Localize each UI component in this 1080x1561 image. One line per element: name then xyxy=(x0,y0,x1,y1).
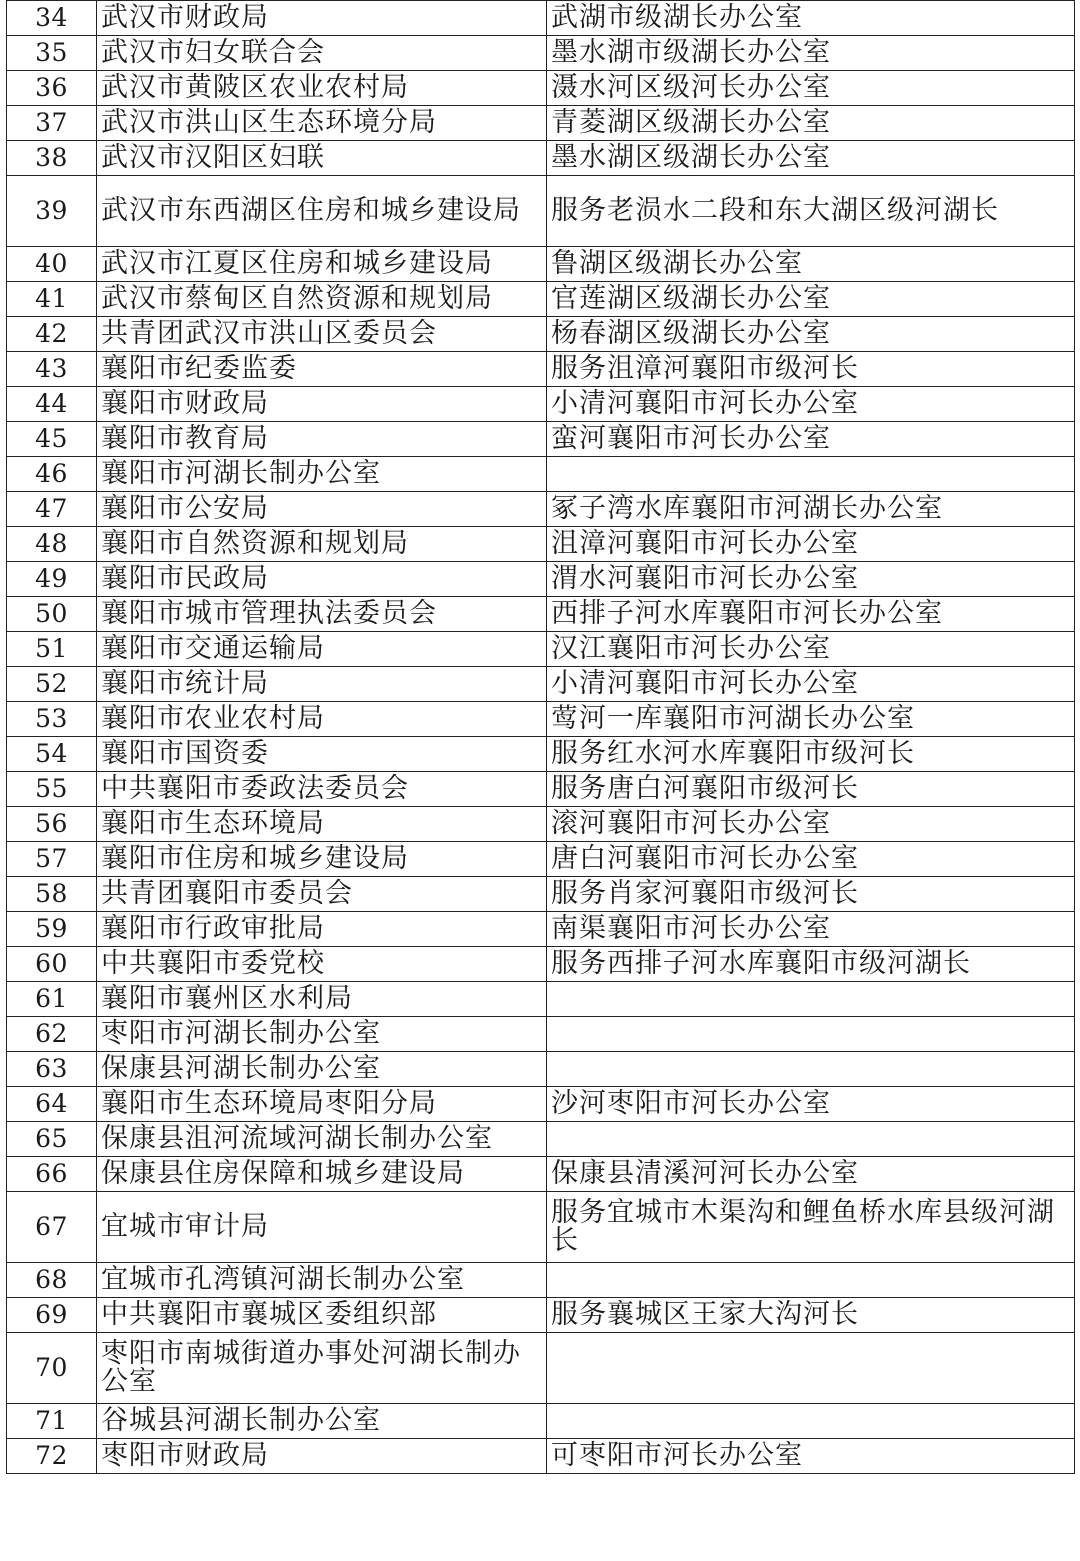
service-target-cell: 冢子湾水库襄阳市河湖长办公室 xyxy=(547,492,1075,527)
service-target-cell: 服务西排子河水库襄阳市级河湖长 xyxy=(547,947,1075,982)
row-number-cell: 37 xyxy=(7,106,97,141)
table-row xyxy=(7,1263,1075,1298)
service-target-cell: 鲁湖区级湖长办公室 xyxy=(547,247,1075,282)
organization-cell: 枣阳市南城街道办事处河湖长制办公室 xyxy=(97,1333,547,1404)
row-number-cell: 46 xyxy=(7,457,97,492)
table-row xyxy=(7,877,1075,912)
organization-cell: 襄阳市行政审批局 xyxy=(97,912,547,947)
table-row xyxy=(7,141,1075,176)
organization-cell: 中共襄阳市委党校 xyxy=(97,947,547,982)
service-target-cell xyxy=(547,1263,1075,1298)
row-number-cell: 63 xyxy=(7,1052,97,1087)
row-number-cell: 51 xyxy=(7,632,97,667)
row-number-cell: 69 xyxy=(7,1298,97,1333)
organization-cell: 襄阳市城市管理执法委员会 xyxy=(97,597,547,632)
organization-cell: 襄阳市生态环境局 xyxy=(97,807,547,842)
row-number-cell: 50 xyxy=(7,597,97,632)
service-target-cell: 服务襄城区王家大沟河长 xyxy=(547,1298,1075,1333)
organization-cell: 武汉市财政局 xyxy=(97,1,547,36)
service-target-cell: 沮漳河襄阳市河长办公室 xyxy=(547,527,1075,562)
organization-cell: 襄阳市自然资源和规划局 xyxy=(97,527,547,562)
table-row xyxy=(7,1404,1075,1439)
row-number-cell: 34 xyxy=(7,1,97,36)
service-target-cell xyxy=(547,1052,1075,1087)
table-row xyxy=(7,422,1075,457)
service-target-cell: 沙河枣阳市河长办公室 xyxy=(547,1087,1075,1122)
service-target-cell xyxy=(547,1122,1075,1157)
row-number-cell: 36 xyxy=(7,71,97,106)
table-row xyxy=(7,352,1075,387)
table-row xyxy=(7,667,1075,702)
table-row xyxy=(7,947,1075,982)
organization-cell: 保康县住房保障和城乡建设局 xyxy=(97,1157,547,1192)
service-target-cell xyxy=(547,982,1075,1017)
table-row xyxy=(7,842,1075,877)
service-target-cell: 武湖市级湖长办公室 xyxy=(547,1,1075,36)
row-number-cell: 70 xyxy=(7,1333,97,1404)
table-row xyxy=(7,1298,1075,1333)
organization-cell: 襄阳市纪委监委 xyxy=(97,352,547,387)
organization-cell: 襄阳市襄州区水利局 xyxy=(97,982,547,1017)
row-number-cell: 38 xyxy=(7,141,97,176)
table-row xyxy=(7,247,1075,282)
service-target-cell xyxy=(547,1404,1075,1439)
organization-cell: 武汉市蔡甸区自然资源和规划局 xyxy=(97,282,547,317)
service-target-cell: 西排子河水库襄阳市河长办公室 xyxy=(547,597,1075,632)
row-number-cell: 62 xyxy=(7,1017,97,1052)
organization-cell: 宜城市孔湾镇河湖长制办公室 xyxy=(97,1263,547,1298)
table-row xyxy=(7,702,1075,737)
row-number-cell: 49 xyxy=(7,562,97,597)
row-number-cell: 53 xyxy=(7,702,97,737)
service-target-cell xyxy=(547,1333,1075,1404)
row-number-cell: 65 xyxy=(7,1122,97,1157)
service-target-cell: 小清河襄阳市河长办公室 xyxy=(547,387,1075,422)
organization-cell: 宜城市审计局 xyxy=(97,1192,547,1263)
table-body xyxy=(7,1,1075,1474)
table-row xyxy=(7,597,1075,632)
organization-cell: 保康县河湖长制办公室 xyxy=(97,1052,547,1087)
row-number-cell: 57 xyxy=(7,842,97,877)
organization-cell: 襄阳市住房和城乡建设局 xyxy=(97,842,547,877)
organization-cell: 襄阳市生态环境局枣阳分局 xyxy=(97,1087,547,1122)
row-number-cell: 67 xyxy=(7,1192,97,1263)
organization-cell: 武汉市洪山区生态环境分局 xyxy=(97,106,547,141)
row-number-cell: 42 xyxy=(7,317,97,352)
table-row xyxy=(7,317,1075,352)
service-target-cell: 服务红水河水库襄阳市级河长 xyxy=(547,737,1075,772)
table-row xyxy=(7,457,1075,492)
row-number-cell: 71 xyxy=(7,1404,97,1439)
service-target-cell: 保康县清溪河河长办公室 xyxy=(547,1157,1075,1192)
table-row xyxy=(7,176,1075,247)
row-number-cell: 39 xyxy=(7,176,97,247)
row-number-cell: 61 xyxy=(7,982,97,1017)
table-row xyxy=(7,1122,1075,1157)
table-row xyxy=(7,1333,1075,1404)
row-number-cell: 44 xyxy=(7,387,97,422)
service-target-cell: 汉江襄阳市河长办公室 xyxy=(547,632,1075,667)
service-target-cell: 南渠襄阳市河长办公室 xyxy=(547,912,1075,947)
table-row xyxy=(7,492,1075,527)
service-target-cell: 杨春湖区级湖长办公室 xyxy=(547,317,1075,352)
organization-cell: 武汉市妇女联合会 xyxy=(97,36,547,71)
organization-cell: 中共襄阳市委政法委员会 xyxy=(97,772,547,807)
service-target-cell: 服务宜城市木渠沟和鲤鱼桥水库县级河湖长 xyxy=(547,1192,1075,1263)
service-target-cell: 可枣阳市河长办公室 xyxy=(547,1439,1075,1474)
row-number-cell: 48 xyxy=(7,527,97,562)
table-row xyxy=(7,71,1075,106)
table-row xyxy=(7,562,1075,597)
organization-cell: 襄阳市国资委 xyxy=(97,737,547,772)
table-row xyxy=(7,1,1075,36)
table-row xyxy=(7,1017,1075,1052)
table-row xyxy=(7,282,1075,317)
organization-cell: 武汉市江夏区住房和城乡建设局 xyxy=(97,247,547,282)
service-target-cell: 蛮河襄阳市河长办公室 xyxy=(547,422,1075,457)
service-target-cell: 服务肖家河襄阳市级河长 xyxy=(547,877,1075,912)
table-row xyxy=(7,772,1075,807)
table-row xyxy=(7,106,1075,141)
organization-cell: 谷城县河湖长制办公室 xyxy=(97,1404,547,1439)
table-row xyxy=(7,1087,1075,1122)
service-target-cell: 滚河襄阳市河长办公室 xyxy=(547,807,1075,842)
service-target-cell: 莺河一库襄阳市河湖长办公室 xyxy=(547,702,1075,737)
organization-cell: 襄阳市财政局 xyxy=(97,387,547,422)
row-number-cell: 40 xyxy=(7,247,97,282)
organization-cell: 枣阳市河湖长制办公室 xyxy=(97,1017,547,1052)
table-row xyxy=(7,1192,1075,1263)
organization-cell: 共青团襄阳市委员会 xyxy=(97,877,547,912)
organization-cell: 中共襄阳市襄城区委组织部 xyxy=(97,1298,547,1333)
row-number-cell: 66 xyxy=(7,1157,97,1192)
service-target-cell xyxy=(547,457,1075,492)
service-target-cell xyxy=(547,1017,1075,1052)
row-number-cell: 52 xyxy=(7,667,97,702)
row-number-cell: 64 xyxy=(7,1087,97,1122)
table-row xyxy=(7,1439,1075,1474)
row-number-cell: 56 xyxy=(7,807,97,842)
organization-cell: 襄阳市公安局 xyxy=(97,492,547,527)
service-target-cell: 官莲湖区级湖长办公室 xyxy=(547,282,1075,317)
organization-cell: 枣阳市财政局 xyxy=(97,1439,547,1474)
service-target-cell: 服务老涢水二段和东大湖区级河湖长 xyxy=(547,176,1075,247)
service-target-cell: 服务沮漳河襄阳市级河长 xyxy=(547,352,1075,387)
organization-cell: 襄阳市农业农村局 xyxy=(97,702,547,737)
organization-cell: 襄阳市交通运输局 xyxy=(97,632,547,667)
organization-cell: 保康县沮河流域河湖长制办公室 xyxy=(97,1122,547,1157)
row-number-cell: 41 xyxy=(7,282,97,317)
award-list-table xyxy=(6,0,1075,1474)
organization-cell: 襄阳市统计局 xyxy=(97,667,547,702)
row-number-cell: 59 xyxy=(7,912,97,947)
service-target-cell: 渭水河襄阳市河长办公室 xyxy=(547,562,1075,597)
service-target-cell: 唐白河襄阳市河长办公室 xyxy=(547,842,1075,877)
service-target-cell: 青菱湖区级湖长办公室 xyxy=(547,106,1075,141)
row-number-cell: 43 xyxy=(7,352,97,387)
row-number-cell: 47 xyxy=(7,492,97,527)
row-number-cell: 72 xyxy=(7,1439,97,1474)
table-row xyxy=(7,1052,1075,1087)
row-number-cell: 58 xyxy=(7,877,97,912)
table-row xyxy=(7,632,1075,667)
organization-cell: 襄阳市民政局 xyxy=(97,562,547,597)
organization-cell: 武汉市东西湖区住房和城乡建设局 xyxy=(97,176,547,247)
organization-cell: 武汉市黄陂区农业农村局 xyxy=(97,71,547,106)
row-number-cell: 45 xyxy=(7,422,97,457)
table-row xyxy=(7,807,1075,842)
table-row xyxy=(7,982,1075,1017)
organization-cell: 襄阳市河湖长制办公室 xyxy=(97,457,547,492)
organization-cell: 襄阳市教育局 xyxy=(97,422,547,457)
table-row xyxy=(7,527,1075,562)
organization-cell: 武汉市汉阳区妇联 xyxy=(97,141,547,176)
table-row xyxy=(7,1157,1075,1192)
service-target-cell: 墨水湖区级湖长办公室 xyxy=(547,141,1075,176)
row-number-cell: 35 xyxy=(7,36,97,71)
service-target-cell: 服务唐白河襄阳市级河长 xyxy=(547,772,1075,807)
table-row xyxy=(7,912,1075,947)
organization-cell: 共青团武汉市洪山区委员会 xyxy=(97,317,547,352)
row-number-cell: 55 xyxy=(7,772,97,807)
table-row xyxy=(7,737,1075,772)
table-row xyxy=(7,36,1075,71)
row-number-cell: 60 xyxy=(7,947,97,982)
row-number-cell: 68 xyxy=(7,1263,97,1298)
service-target-cell: 小清河襄阳市河长办公室 xyxy=(547,667,1075,702)
row-number-cell: 54 xyxy=(7,737,97,772)
table-row xyxy=(7,387,1075,422)
service-target-cell: 滠水河区级河长办公室 xyxy=(547,71,1075,106)
service-target-cell: 墨水湖市级湖长办公室 xyxy=(547,36,1075,71)
